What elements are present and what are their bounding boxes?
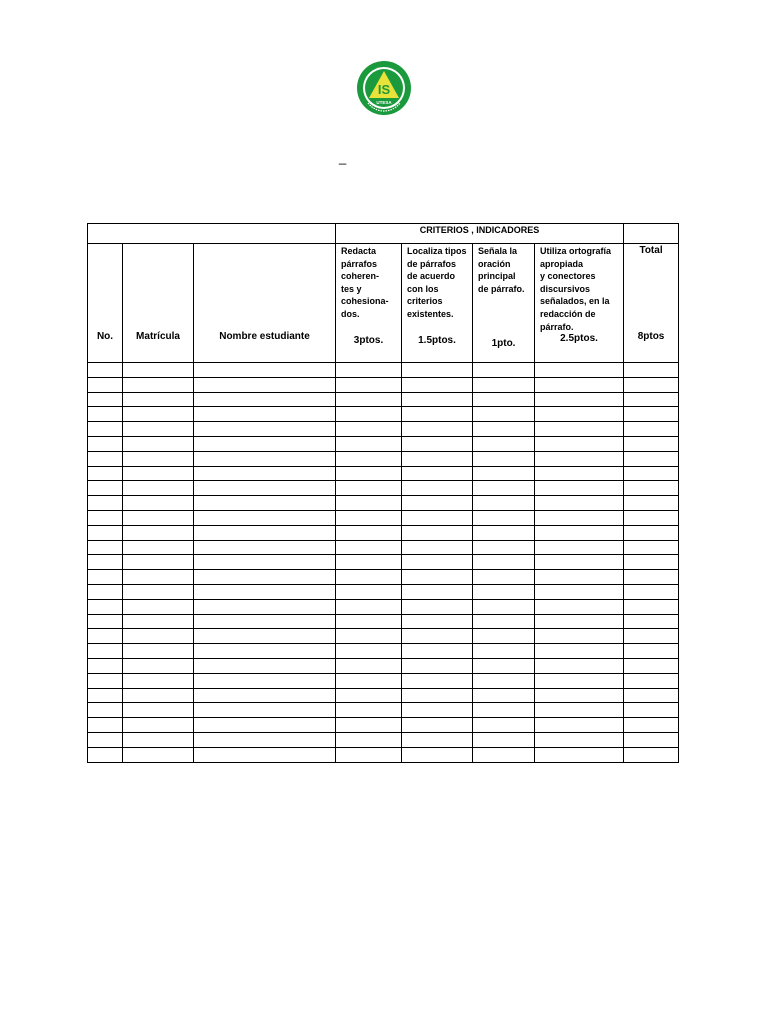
nombre-cell (194, 451, 336, 466)
nombre-cell (194, 644, 336, 659)
no-cell (88, 629, 123, 644)
criterion-4-cell (535, 658, 624, 673)
table-row (88, 688, 679, 703)
table-row (88, 732, 679, 747)
total-cell (624, 718, 679, 733)
table-row (88, 629, 679, 644)
criterion-4-cell (535, 481, 624, 496)
criterion-2-desc: Localiza tipos de párrafos de acuerdo con los criterios existentes. (407, 246, 467, 319)
criterion-2-cell (402, 540, 473, 555)
matricula-cell (123, 422, 194, 437)
matricula-cell (123, 732, 194, 747)
criterion-3-cell (473, 688, 535, 703)
criterion-1-cell (336, 540, 402, 555)
criterion-2-cell (402, 363, 473, 378)
nombre-cell (194, 658, 336, 673)
matricula-cell (123, 718, 194, 733)
nombre-cell (194, 525, 336, 540)
matricula-cell (123, 614, 194, 629)
table-row (88, 658, 679, 673)
criterion-2-points: 1.5ptos. (418, 335, 456, 346)
column-header-row (88, 244, 679, 363)
criterion-3-cell (473, 570, 535, 585)
criterion-4-cell (535, 510, 624, 525)
criterion-4-cell (535, 377, 624, 392)
criterion-1-cell (336, 644, 402, 659)
table-row (88, 481, 679, 496)
criterion-4-cell (535, 629, 624, 644)
table-row (88, 422, 679, 437)
criterion-3-cell (473, 407, 535, 422)
nombre-cell (194, 688, 336, 703)
criterion-4-points: 2.5ptos. (560, 333, 598, 344)
criterion-1-cell (336, 629, 402, 644)
nombre-cell (194, 718, 336, 733)
nombre-cell (194, 629, 336, 644)
no-cell (88, 747, 123, 762)
matricula-cell (123, 496, 194, 511)
total-cell (624, 422, 679, 437)
total-cell (624, 570, 679, 585)
no-cell (88, 466, 123, 481)
total-cell (624, 703, 679, 718)
no-cell (88, 673, 123, 688)
matricula-cell (123, 451, 194, 466)
table-row (88, 525, 679, 540)
criterion-2-cell (402, 451, 473, 466)
no-cell (88, 703, 123, 718)
criterion-2-cell (402, 510, 473, 525)
criterion-4-cell (535, 436, 624, 451)
nombre-cell (194, 392, 336, 407)
table-row (88, 555, 679, 570)
criterion-1-cell (336, 407, 402, 422)
matricula-cell (123, 673, 194, 688)
total-cell (624, 525, 679, 540)
criterion-2-cell (402, 570, 473, 585)
criterion-1-cell (336, 673, 402, 688)
criterion-3-cell (473, 466, 535, 481)
total-cell (624, 673, 679, 688)
nombre-cell (194, 496, 336, 511)
col-nombre-header (194, 244, 336, 363)
nombre-cell (194, 570, 336, 585)
criterion-2-cell (402, 466, 473, 481)
nombre-cell (194, 510, 336, 525)
criterion-2-cell (402, 496, 473, 511)
svg-text:IS: IS (377, 82, 391, 97)
criterion-4-cell (535, 747, 624, 762)
table-row (88, 363, 679, 378)
criterion-1-cell (336, 555, 402, 570)
criterion-4-cell (535, 496, 624, 511)
total-cell (624, 644, 679, 659)
table-row (88, 436, 679, 451)
table-row (88, 584, 679, 599)
nombre-cell (194, 673, 336, 688)
criterion-1-cell (336, 466, 402, 481)
criterion-3-cell (473, 525, 535, 540)
criterion-3-cell (473, 747, 535, 762)
criterion-3-desc: Señala la oración principal de párrafo. (478, 246, 525, 294)
criteria-header-row (88, 224, 679, 244)
criterion-4-cell (535, 451, 624, 466)
nombre-cell (194, 377, 336, 392)
criterion-3-cell (473, 555, 535, 570)
criterion-1-cell (336, 436, 402, 451)
criterion-1-cell (336, 363, 402, 378)
criterion-2-cell (402, 407, 473, 422)
criterion-4-cell (535, 570, 624, 585)
criterion-4-cell (535, 718, 624, 733)
criterion-3-cell (473, 703, 535, 718)
criterion-3-cell (473, 629, 535, 644)
criterion-2-cell (402, 629, 473, 644)
criterion-2-cell (402, 614, 473, 629)
criterion-1-cell (336, 732, 402, 747)
no-cell (88, 658, 123, 673)
criterion-2-cell (402, 481, 473, 496)
no-cell (88, 718, 123, 733)
no-cell (88, 510, 123, 525)
no-cell (88, 732, 123, 747)
total-cell (624, 436, 679, 451)
table-row (88, 392, 679, 407)
criterion-2-cell (402, 525, 473, 540)
criterion-4-cell (535, 584, 624, 599)
total-cell (624, 658, 679, 673)
matricula-cell (123, 688, 194, 703)
table-row (88, 703, 679, 718)
criterion-1-cell (336, 703, 402, 718)
total-cell (624, 540, 679, 555)
matricula-cell (123, 540, 194, 555)
svg-text:UTESA: UTESA (376, 100, 392, 105)
no-cell (88, 377, 123, 392)
total-cell (624, 451, 679, 466)
table-row (88, 599, 679, 614)
criterion-4-cell (535, 644, 624, 659)
total-cell (624, 584, 679, 599)
table-row (88, 407, 679, 422)
criterion-4-cell (535, 673, 624, 688)
criterion-2-cell (402, 644, 473, 659)
criterion-4-cell (535, 599, 624, 614)
criterion-3-cell (473, 436, 535, 451)
criterion-4-header (535, 244, 624, 363)
no-cell (88, 644, 123, 659)
total-cell (624, 732, 679, 747)
criterion-1-cell (336, 525, 402, 540)
criterion-2-cell (402, 703, 473, 718)
criterion-4-cell (535, 407, 624, 422)
total-points: 8ptos (637, 331, 665, 342)
student-rows (88, 363, 679, 763)
no-cell (88, 422, 123, 437)
criterion-1-cell (336, 688, 402, 703)
criterion-2-cell (402, 732, 473, 747)
total-cell (624, 510, 679, 525)
col-matricula-header (123, 244, 194, 363)
criterion-2-cell (402, 392, 473, 407)
criterion-3-cell (473, 718, 535, 733)
criterion-4-cell (535, 555, 624, 570)
no-cell (88, 392, 123, 407)
criterion-1-cell (336, 451, 402, 466)
nombre-cell (194, 540, 336, 555)
empty-header-cell (88, 224, 336, 244)
criterion-2-cell (402, 555, 473, 570)
table-row (88, 570, 679, 585)
total-cell (624, 629, 679, 644)
matricula-cell (123, 466, 194, 481)
table-row (88, 377, 679, 392)
total-cell (624, 688, 679, 703)
criterion-2-cell (402, 673, 473, 688)
nombre-cell (194, 363, 336, 378)
total-cell (624, 614, 679, 629)
criterion-3-cell (473, 392, 535, 407)
criterion-3-cell (473, 599, 535, 614)
no-cell (88, 570, 123, 585)
total-cell (624, 496, 679, 511)
criterion-2-cell (402, 599, 473, 614)
criterion-4-cell (535, 688, 624, 703)
table-row (88, 510, 679, 525)
no-cell (88, 525, 123, 540)
no-cell (88, 555, 123, 570)
matricula-cell (123, 747, 194, 762)
nombre-cell (194, 422, 336, 437)
matricula-cell (123, 363, 194, 378)
criterion-1-desc: Redacta párrafos coheren- tes y cohesiona- dos. (341, 246, 389, 319)
matricula-cell (123, 436, 194, 451)
criterion-1-cell (336, 614, 402, 629)
criterion-3-cell (473, 584, 535, 599)
criterion-1-cell (336, 510, 402, 525)
criterion-2-cell (402, 436, 473, 451)
criterion-1-cell (336, 718, 402, 733)
nombre-cell (194, 584, 336, 599)
criterion-4-cell (535, 422, 624, 437)
matricula-cell (123, 658, 194, 673)
criterion-1-cell (336, 481, 402, 496)
criterion-3-cell (473, 363, 535, 378)
no-cell (88, 584, 123, 599)
no-cell (88, 688, 123, 703)
table-row (88, 451, 679, 466)
total-label: Total (639, 245, 663, 256)
matricula-cell (123, 481, 194, 496)
criterion-1-cell (336, 658, 402, 673)
criterion-4-cell (535, 392, 624, 407)
criterion-3-cell (473, 451, 535, 466)
criterion-1-cell (336, 377, 402, 392)
table-row (88, 466, 679, 481)
nombre-cell (194, 703, 336, 718)
criterion-3-points: 1pto. (491, 338, 516, 349)
no-cell (88, 407, 123, 422)
col-no-label: No. (96, 331, 114, 342)
criterion-3-header (473, 244, 535, 363)
criterion-1-cell (336, 599, 402, 614)
criterion-3-cell (473, 673, 535, 688)
criterion-3-cell (473, 644, 535, 659)
matricula-cell (123, 555, 194, 570)
nombre-cell (194, 732, 336, 747)
criterion-2-cell (402, 747, 473, 762)
criterion-4-cell (535, 614, 624, 629)
no-cell (88, 614, 123, 629)
criterion-1-cell (336, 584, 402, 599)
criteria-title: CRITERIOS , INDICADORES (336, 224, 624, 244)
matricula-cell (123, 584, 194, 599)
criterion-3-cell (473, 658, 535, 673)
col-no-header (88, 244, 123, 363)
criterion-4-cell (535, 466, 624, 481)
table-row (88, 747, 679, 762)
criterion-1-cell (336, 422, 402, 437)
total-cell (624, 377, 679, 392)
total-cell (624, 407, 679, 422)
no-cell (88, 481, 123, 496)
total-cell (624, 747, 679, 762)
total-cell (624, 363, 679, 378)
criterion-1-header (336, 244, 402, 363)
no-cell (88, 599, 123, 614)
criterion-4-cell (535, 525, 624, 540)
total-header (624, 244, 679, 363)
matricula-cell (123, 629, 194, 644)
matricula-cell (123, 377, 194, 392)
criterion-4-cell (535, 703, 624, 718)
criterion-2-cell (402, 718, 473, 733)
no-cell (88, 496, 123, 511)
table-row (88, 614, 679, 629)
table-row (88, 496, 679, 511)
total-cell (624, 466, 679, 481)
nombre-cell (194, 466, 336, 481)
criterion-2-cell (402, 584, 473, 599)
criterion-4-cell (535, 363, 624, 378)
nombre-cell (194, 481, 336, 496)
total-cell (624, 599, 679, 614)
criterion-3-cell (473, 510, 535, 525)
matricula-cell (123, 510, 194, 525)
criterion-2-cell (402, 658, 473, 673)
criterion-2-cell (402, 377, 473, 392)
nombre-cell (194, 614, 336, 629)
empty-header-cell (624, 224, 679, 244)
col-matricula-label: Matrícula (136, 331, 180, 342)
nombre-cell (194, 407, 336, 422)
criterion-3-cell (473, 377, 535, 392)
matricula-cell (123, 703, 194, 718)
criterion-3-cell (473, 481, 535, 496)
criterion-3-cell (473, 540, 535, 555)
criterion-2-cell (402, 422, 473, 437)
total-cell (624, 555, 679, 570)
criterion-4-cell (535, 540, 624, 555)
matricula-cell (123, 570, 194, 585)
criterion-4-cell (535, 732, 624, 747)
nombre-cell (194, 555, 336, 570)
criterion-3-cell (473, 732, 535, 747)
matricula-cell (123, 392, 194, 407)
no-cell (88, 540, 123, 555)
table-row (88, 644, 679, 659)
matricula-cell (123, 599, 194, 614)
criterion-3-cell (473, 422, 535, 437)
table-row (88, 718, 679, 733)
criterion-2-cell (402, 688, 473, 703)
no-cell (88, 451, 123, 466)
criterion-1-points: 3ptos. (353, 335, 384, 346)
criterion-1-cell (336, 747, 402, 762)
criterion-3-cell (473, 614, 535, 629)
criterion-4-desc: Utiliza ortografía apropiada y conectores discursivos señalados, en la redacción de párrafo. (540, 246, 612, 332)
no-cell (88, 436, 123, 451)
total-cell (624, 392, 679, 407)
criterion-2-header (402, 244, 473, 363)
col-nombre-label: Nombre estudiante (219, 331, 310, 342)
criterion-3-cell (473, 496, 535, 511)
nombre-cell (194, 436, 336, 451)
criterion-1-cell (336, 496, 402, 511)
criterion-1-cell (336, 570, 402, 585)
nombre-cell (194, 747, 336, 762)
criterion-1-cell (336, 392, 402, 407)
total-cell (624, 481, 679, 496)
table-row (88, 673, 679, 688)
matricula-cell (123, 407, 194, 422)
evaluation-rubric-table (87, 223, 679, 763)
table-row (88, 540, 679, 555)
matricula-cell (123, 644, 194, 659)
utesa-logo (356, 58, 412, 118)
nombre-cell (194, 599, 336, 614)
matricula-cell (123, 525, 194, 540)
no-cell (88, 363, 123, 378)
blank-title-line: _ (339, 150, 347, 165)
